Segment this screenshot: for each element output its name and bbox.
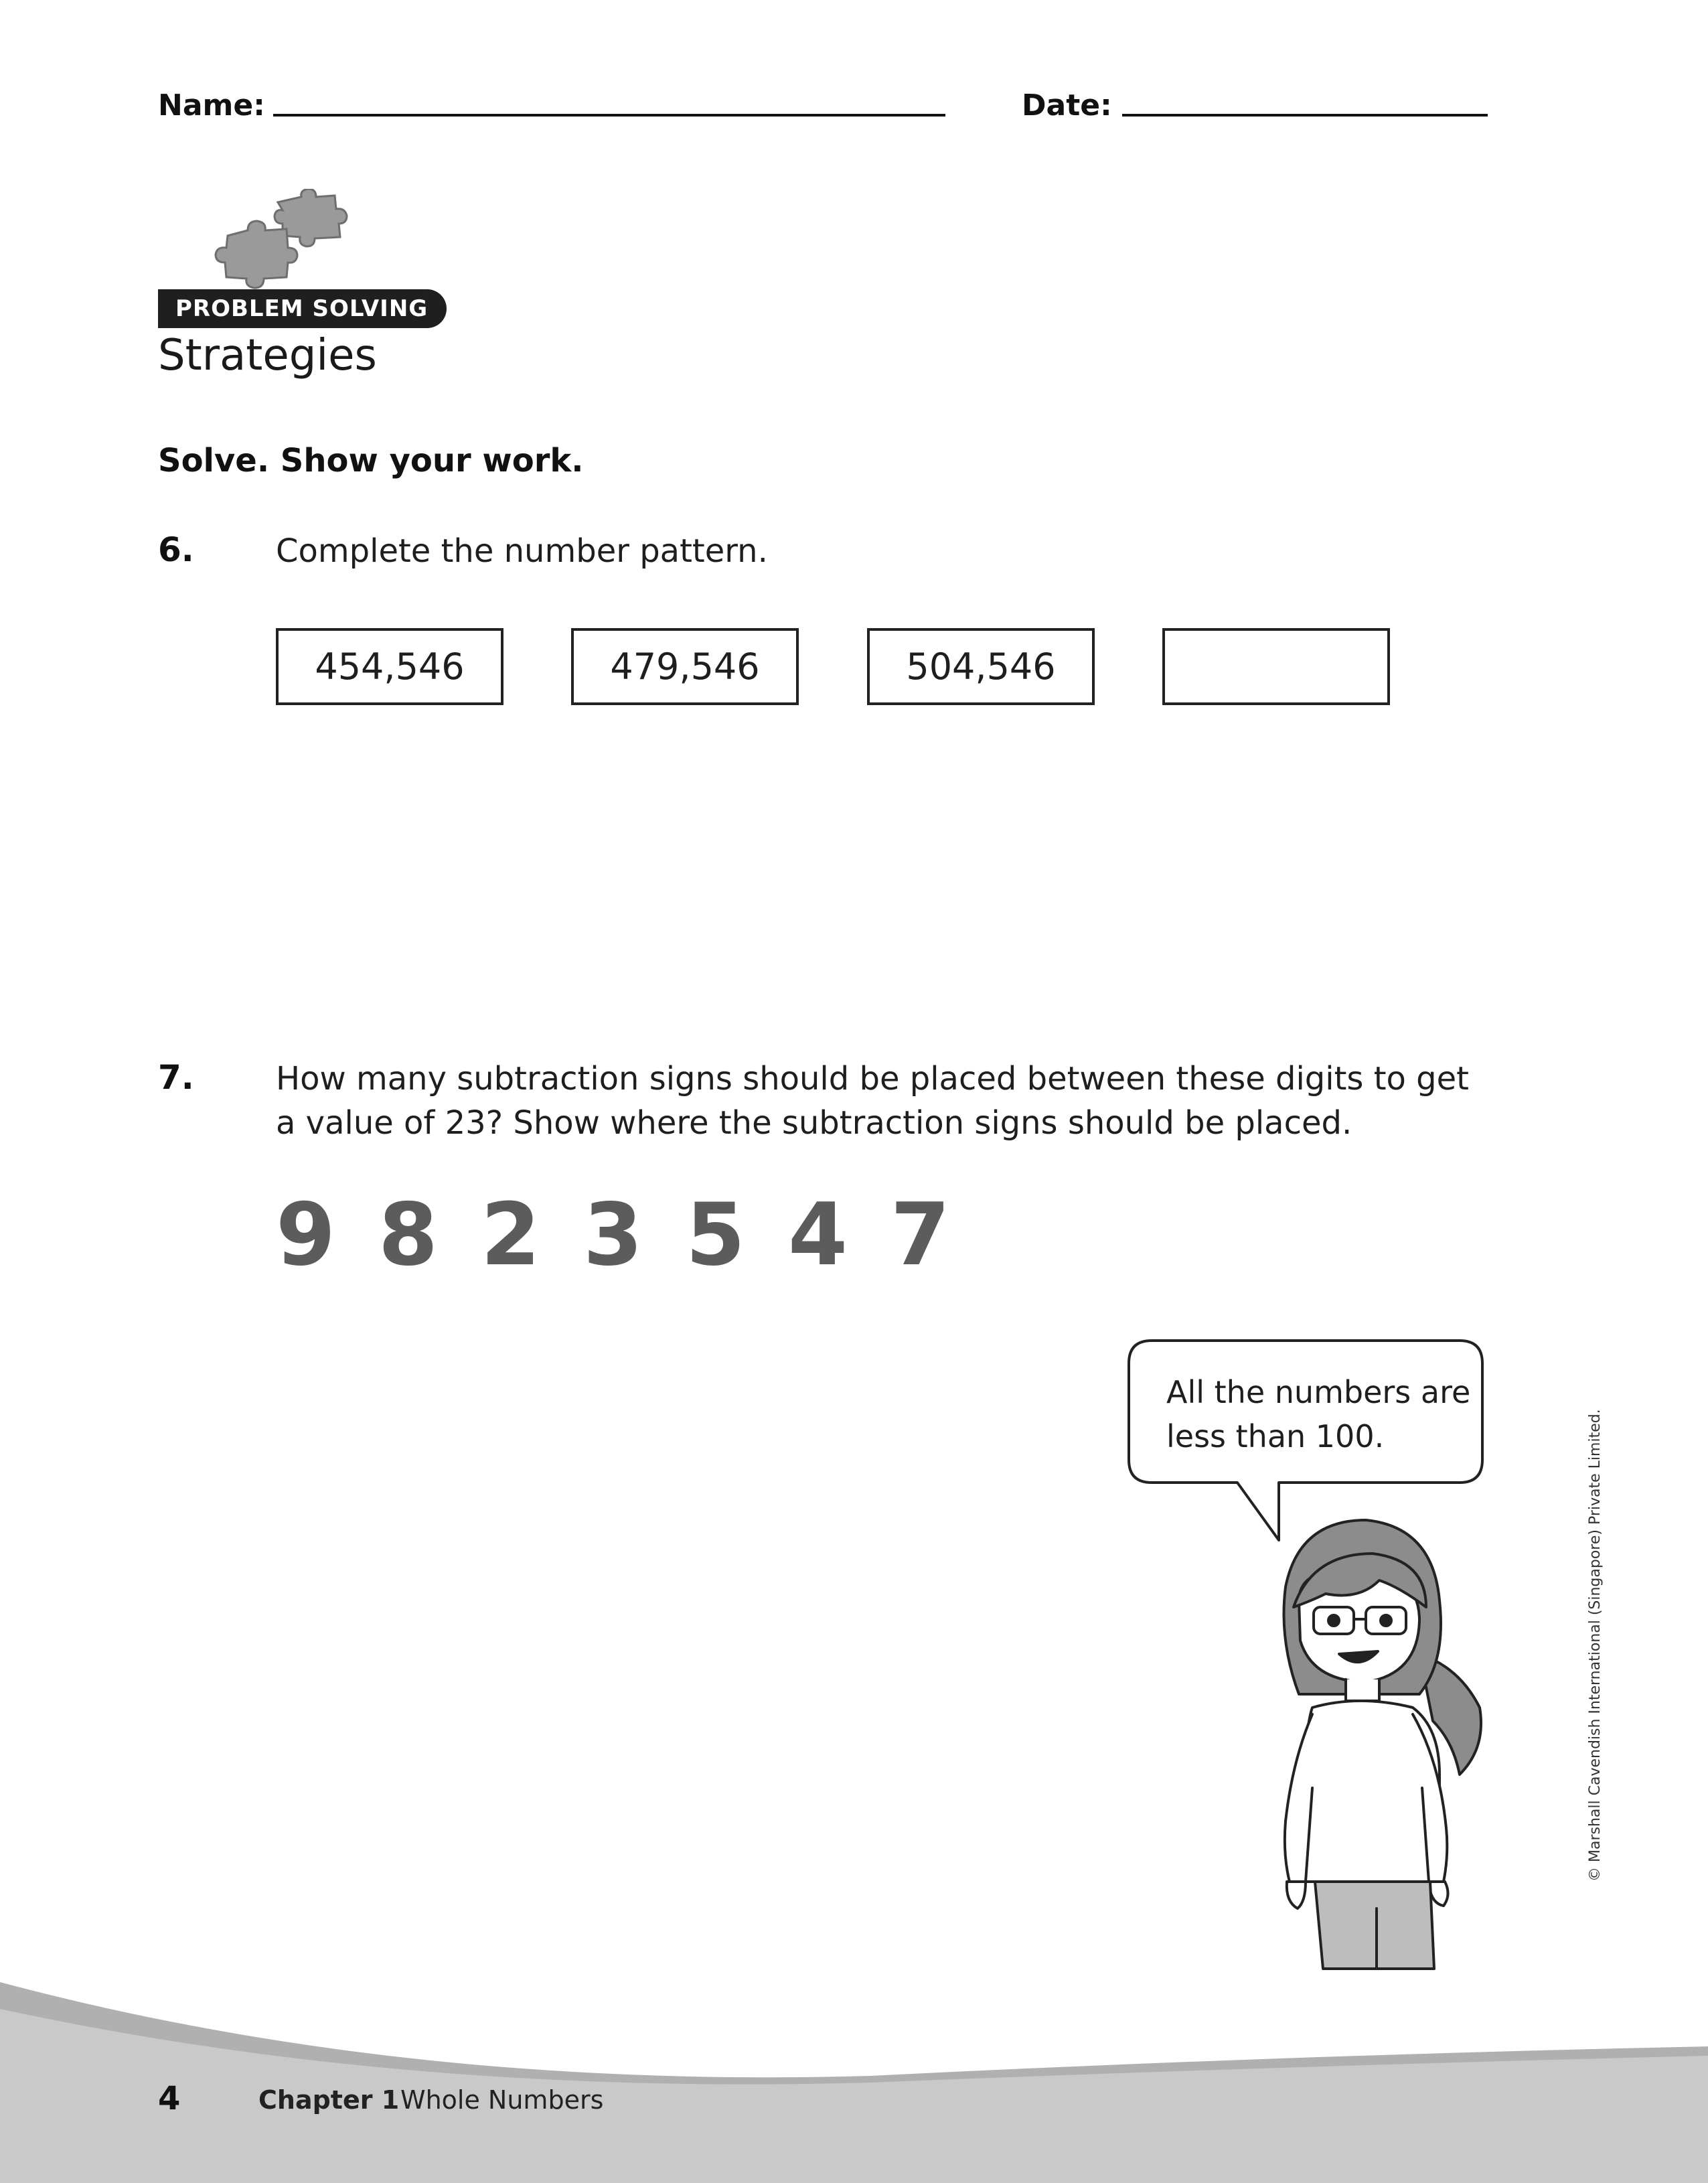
digit: 2 [481,1185,541,1285]
digit: 8 [378,1185,439,1285]
pattern-answer-box[interactable] [1162,628,1390,705]
question-7-line1: How many subtraction signs should be placed between these digits to get [276,1060,1469,1098]
puzzle-pieces-icon [208,189,368,289]
chapter-label: Chapter 1 [258,2085,400,2115]
digit: 7 [890,1185,951,1285]
name-field[interactable] [273,114,945,117]
question-7-number: 7. [158,1058,194,1097]
speech-bubble-line1: All the numbers are [1166,1374,1471,1410]
speech-bubble-line2: less than 100. [1166,1418,1385,1454]
pattern-box-2: 479,546 [571,628,799,705]
chapter-title: Whole Numbers [400,2085,604,2115]
digit: 4 [788,1185,848,1285]
page-number: 4 [158,2080,181,2117]
digit: 3 [583,1185,643,1285]
digit-row [276,1185,993,1285]
girl-character-illustration [1259,1507,1500,1975]
date-field[interactable] [1122,114,1488,117]
question-7-line2: a value of 23? Show where the subtraction signs should be placed. [276,1104,1352,1142]
section-title: Strategies [158,331,377,380]
pattern-box-1: 454,546 [276,628,503,705]
question-6-text: Complete the number pattern. [276,532,768,570]
question-6-number: 6. [158,530,194,569]
digit: 5 [686,1185,746,1285]
date-label: Date: [1022,88,1112,123]
pattern-box-3: 504,546 [867,628,1095,705]
copyright-notice: © Marshall Cavendish International (Singapore) Private Limited. [1587,1409,1604,1882]
digit: 9 [276,1185,336,1285]
name-label: Name: [158,88,265,123]
footer-band [0,1982,1708,2183]
instruction: Solve. Show your work. [158,442,584,479]
problem-solving-badge: PROBLEM SOLVING [158,289,447,328]
